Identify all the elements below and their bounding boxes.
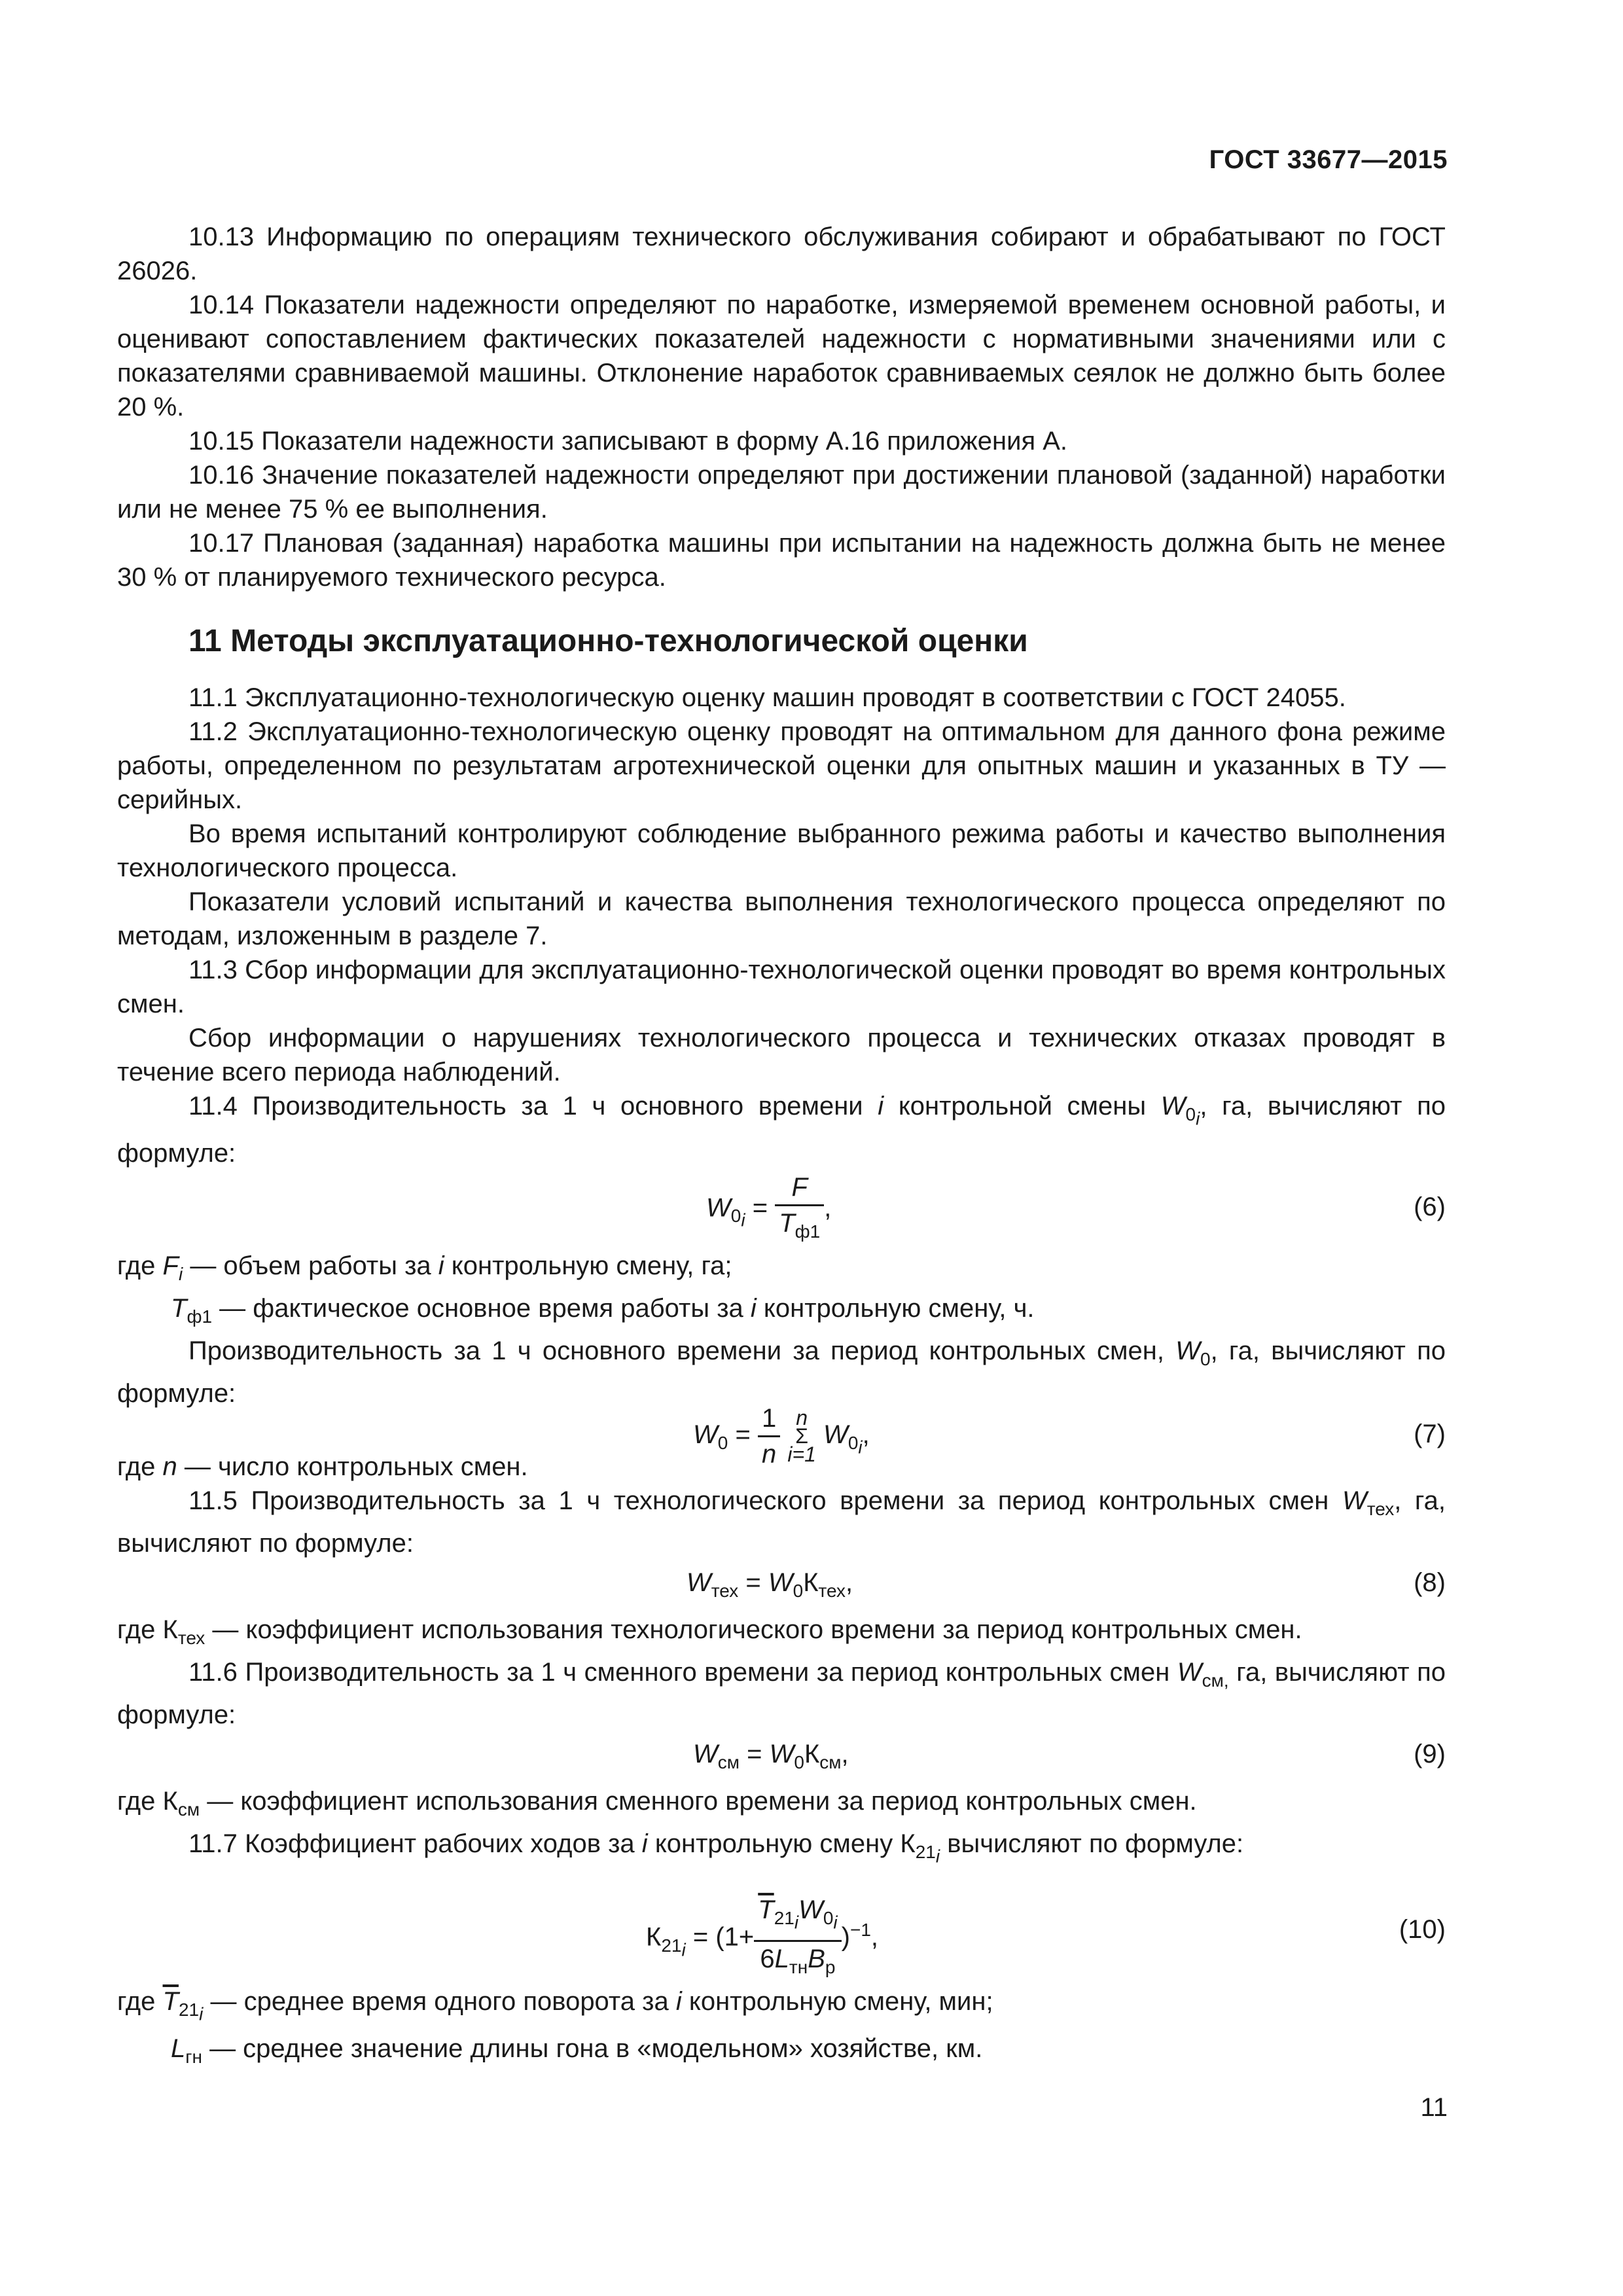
para-10-17: 10.17 Плановая (заданная) наработка машины при испытании на надежность должна быть не менее 30 % от планируемого технического ресурса. [117, 529, 1446, 592]
formula-number: (8) [1414, 1568, 1446, 1597]
formula-7: $W_0$ = $\frac{1}{n}$ n Σ i=1 $W_{0_i}$, (7) [117, 1410, 1446, 1450]
where-f9: где $К_{см}$ — коэффициент использования сменного времени за период контрольных смен. [117, 1786, 1197, 1820]
document-code: ГОСТ 33677—2015 [1209, 145, 1448, 174]
para-10-13: 10.13 Информацию по операциям технического обслуживания собирают и обрабатывают по ГОСТ 26026. [117, 223, 1446, 285]
formula-6: $W_{0_i}$ = $\frac{F}{T_{ф1}}$ , (6) [117, 1170, 1446, 1249]
para-10-14: 10.14 Показатели надежности определяют по наработке, измеряемой временем основной работы, и оценивают сопоставлением фактических показателей надежности с нормативными значениями или с показателями сравниваемой машины. Отклонение наработок сравниваемых сеялок не должно быть более 20 %. [117, 291, 1446, 422]
para-11-4: 11.4 Производительность за 1 ч основного времени i контрольной смены $W_{0_i}$, га, вычисляют по формуле: [117, 1092, 1446, 1168]
para-11-5: 11.5 Производительность за 1 ч технологического времени за период контрольных смен $W_{тех}$, га, вычисляют по формуле: [117, 1486, 1446, 1558]
formula-9: $W_{см} = W_0К_{см}$, (9) [117, 1732, 1446, 1784]
para-10-15: 10.15 Показатели надежности записывают в форму А.16 приложения А. [188, 427, 1068, 456]
formula-number: (10) [1399, 1915, 1446, 1945]
para-11-4b: Производительность за 1 ч основного времени за период контрольных смен, $W_0$, га, вычисляют по формуле: [117, 1336, 1446, 1408]
para-11-1: 11.1 Эксплуатационно-технологическую оценку машин проводят в соответствии с ГОСТ 24055. [188, 683, 1346, 712]
fraction: $\frac{F}{T_{ф1}}$ [775, 1170, 824, 1249]
formula-8: $W_{тех} = W_0К_{тех}$, (8) [117, 1560, 1446, 1613]
where-f10-2: $L_{гн}$ — среднее значение длины гона в «модельном» хозяйстве, км. [171, 2034, 983, 2067]
where-f6-1: где $F_i$ — объем работы за i контрольную смену, га; [117, 1251, 732, 1284]
para-11-3: 11.3 Сбор информации для эксплуатационно-технологической оценки проводят во время контрольных смен. [117, 956, 1446, 1018]
where-f8: где $К_{тех}$ — коэффициент использования технологического времени за период контрольных смен. [117, 1615, 1302, 1648]
where-f6-2: $T_{ф1}$ — фактическое основное время работы за i контрольную смену, ч. [171, 1293, 1035, 1327]
para-11-6: 11.6 Производительность за 1 ч сменного времени за период контрольных смен $W_{см,}$ га, вычисляют по формуле: [117, 1657, 1446, 1729]
formula-number: (9) [1414, 1739, 1446, 1768]
formula-number: (6) [1414, 1192, 1446, 1221]
para-11-3b: Сбор информации о нарушениях технологического процесса и технических отказах проводят в течение всего периода наблюдений. [117, 1024, 1446, 1086]
para-11-7: 11.7 Коэффициент рабочих ходов за i контрольную смену $К_{21_i}$ вычисляют по формуле: [188, 1829, 1244, 1867]
section-title-11: 11 Методы эксплуатационно-технологической оценки [188, 624, 1028, 658]
page-body [117, 220, 1446, 2074]
where-f10-1: где $\overline{T}_{21_i}$ — среднее время одного поворота за i контрольную смену, мин; [117, 1987, 993, 2024]
sub: 0i [1185, 1104, 1200, 1129]
para-11-2: 11.2 Эксплуатационно-технологическую оценку проводят на оптимальном для данного фона режиме работы, определенном по результатам агротехнической оценки для опытных машин и указанных в ТУ — серийных. [117, 717, 1446, 814]
para-10-16: 10.16 Значение показателей надежности определяют при достижении плановой (заданной) наработки или не менее 75 % ее выполнения. [117, 461, 1446, 524]
para-11-2b: Во время испытаний контролируют соблюдение выбранного режима работы и качество выполнения технологического процесса. [117, 819, 1446, 882]
para-11-2c: Показатели условий испытаний и качества выполнения технологического процесса определяют по методам, изложенным в разделе 7. [117, 888, 1446, 950]
formula-number: (7) [1414, 1419, 1446, 1448]
where-f7: где n — число контрольных смен. [117, 1452, 528, 1481]
page-number: 11 [1420, 2093, 1448, 2122]
formula-10: $К_{21_i} = (1+$ $\frac{\overline{T}_{21_i}W_{0_i}}{6L_{тн}B_р}$ )$^{-1}$, (10) [117, 1873, 1446, 1984]
